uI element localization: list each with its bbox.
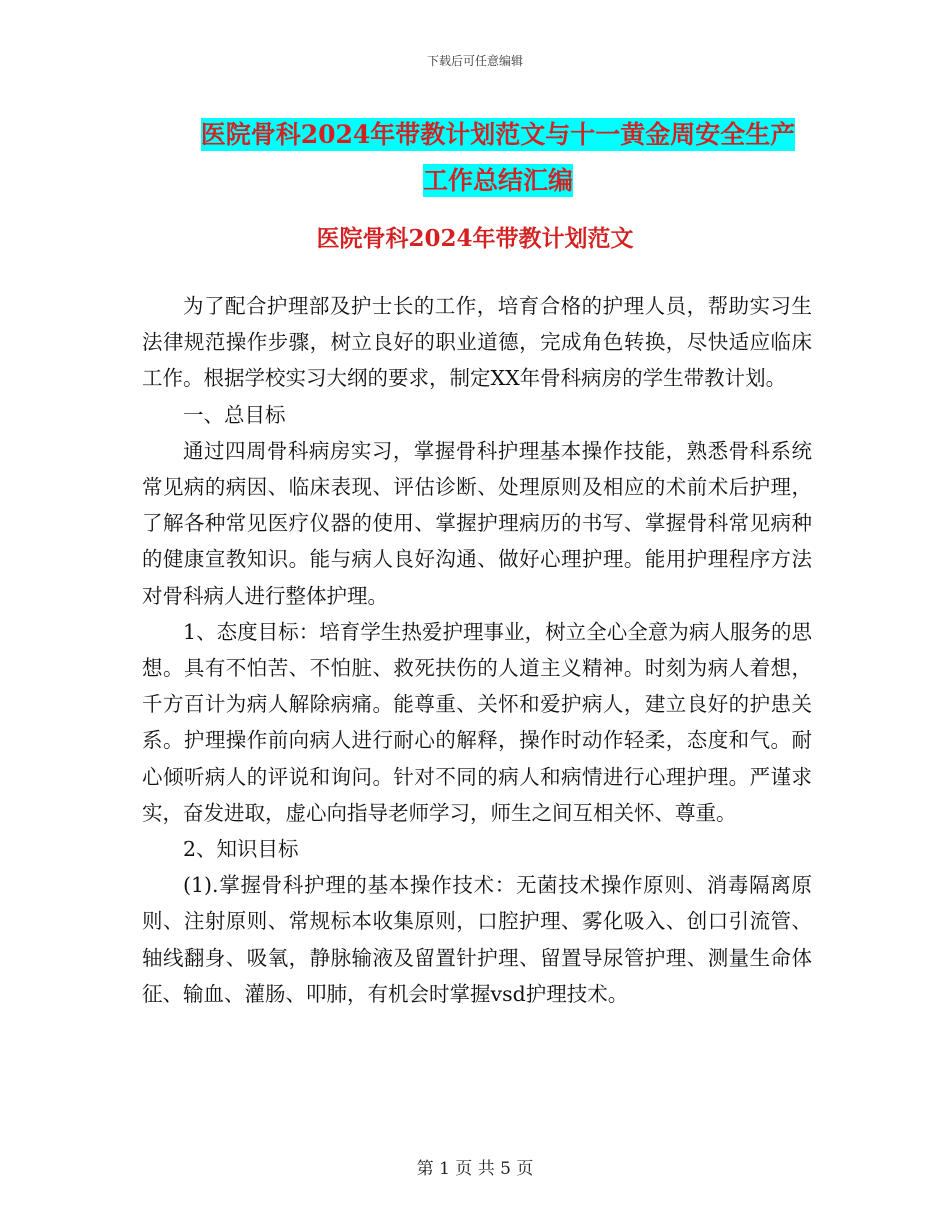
title-line-2: 工作总结汇编	[422, 166, 573, 195]
paragraph-intro: 为了配合护理部及护士长的工作，培育合格的护理人员，帮助实习生法律规范操作步骤，树立良好的职业道德，完成角色转换，尽快适应临床工作。根据学校实习大纲的要求，制定XX年骨科病房的学生带教计划。	[142, 294, 812, 391]
title-line-1: 医院骨科2024年带教计划范文与十一黄金周安全生产	[200, 120, 796, 149]
section-title: 医院骨科2024年带教计划范文	[316, 225, 634, 252]
heading-knowledge-goal: 2、知识目标	[183, 837, 299, 862]
paragraph-attitude-goal: 1、态度目标：培育学生热爱护理事业，树立全心全意为病人服务的思想。具有不怕苦、不怕脏、救死扶伤的人道主义精神。时刻为病人着想，千方百计为病人解除病痛。能尊重、关怀和爱护病人，建立良好的护患关系。护理操作前向病人进行耐心的解释，操作时动作轻柔，态度和气。耐心倾听病人的评说和询问。针对不同的病人和病情进行心理护理。严谨求实，奋发进取，虚心向指导老师学习，师生之间互相关怀、尊重。	[142, 619, 812, 825]
header-note: 下载后可任意编辑	[426, 54, 523, 68]
paragraph-overall-goal: 通过四周骨科病房实习，掌握骨科护理基本操作技能，熟悉骨科系统常见病的病因、临床表现、评估诊断、处理原则及相应的术前术后护理，了解各种常见医疗仪器的使用、掌握护理病历的书写、掌握骨科常见病种的健康宣教知识。能与病人良好沟通、做好心理护理。能用护理程序方法对骨科病人进行整体护理。	[142, 438, 812, 608]
document-title	[140, 112, 856, 204]
page-footer: 第 1 页 共 5 页	[416, 1159, 534, 1179]
heading-overall-goal: 一、总目标	[183, 402, 286, 427]
document-body	[142, 288, 812, 1012]
paragraph-knowledge-goal: (1).掌握骨科护理的基本操作技术：无菌技术操作原则、消毒隔离原则、注射原则、常规标本收集原则，口腔护理、雾化吸入、创口引流管、轴线翻身、吸氧，静脉输液及留置针护理、留置导尿管护理、测量生命体征、输血、灌肠、叩肺，有机会时掌握vsd护理技术。	[142, 873, 812, 1006]
